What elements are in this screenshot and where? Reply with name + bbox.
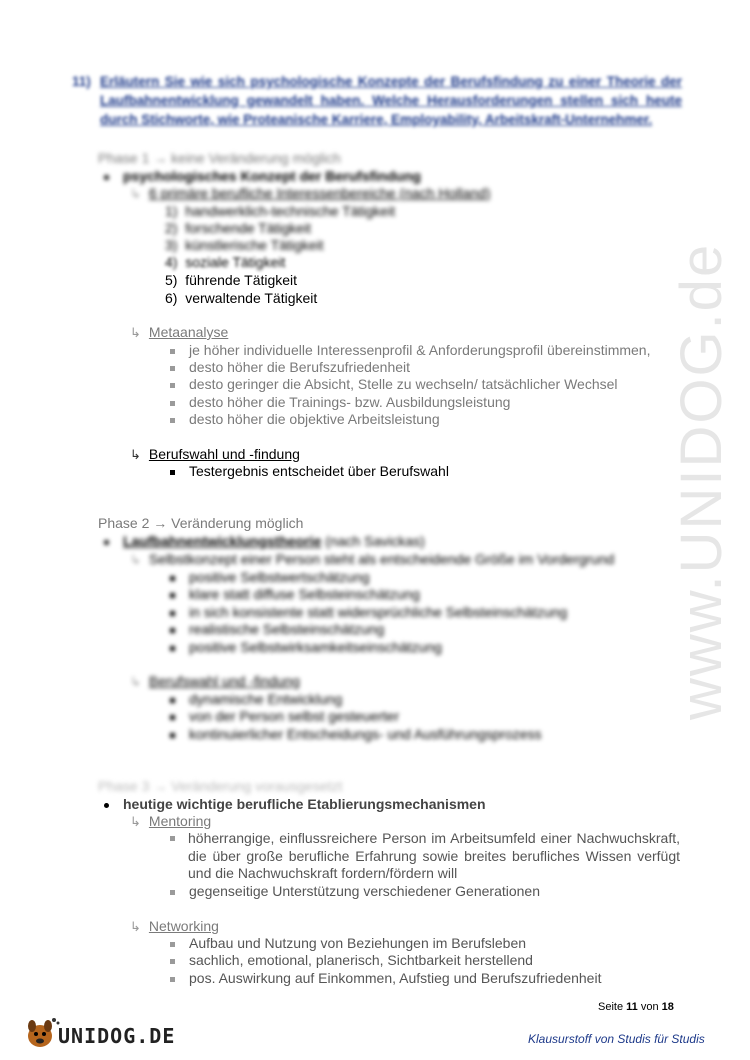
networking-title: ↳ Networking xyxy=(130,918,219,934)
square-bullet-icon xyxy=(170,942,175,947)
question-block xyxy=(72,72,682,129)
meta-item: desto höher die objektive Arbeitsleistung xyxy=(170,411,440,428)
phase2-bullet: Laufbahnentwicklungstheorie (nach Savickas) xyxy=(104,533,425,550)
square-bullet-icon xyxy=(170,715,175,720)
arrow-icon: ↳ xyxy=(130,814,141,829)
phase1-item-2: 2) forschende Tätigkeit xyxy=(165,220,312,236)
wahl-title xyxy=(130,446,300,463)
wahl-title-text: Berufswahl und -findung xyxy=(148,446,300,462)
meta-title xyxy=(130,324,228,341)
bullet-icon xyxy=(104,803,109,808)
networking-item: sachlich, emotional, planerisch, Sichtbarkeit herstellend xyxy=(170,952,533,969)
phase2-title: Phase 2 → Veränderung möglich xyxy=(98,515,304,531)
square-bullet-icon xyxy=(170,977,175,982)
square-bullet-icon xyxy=(170,401,175,406)
square-bullet-icon xyxy=(170,418,175,423)
phase1-item-3: 3) künstlerische Tätigkeit xyxy=(165,237,324,253)
meta-item: desto höher die Berufszufriedenheit xyxy=(170,359,410,376)
phase1-sub1 xyxy=(130,185,491,202)
square-bullet-icon xyxy=(170,593,175,598)
meta-title-text: Metaanalyse xyxy=(148,324,229,340)
question-number: 11) xyxy=(72,74,91,89)
arrow-icon: ↳ xyxy=(130,919,141,934)
square-bullet-icon xyxy=(170,959,175,964)
arrow-icon: ↳ xyxy=(130,674,141,689)
phase3-bullet: heutige wichtige berufliche Etablierungsmechanismen xyxy=(104,796,486,813)
mentoring-item: höherrangige, einflussreichere Person im Arbeitsumfeld einer Nachwuchskraft, die über große berufliche Erfahrung sowie breites berufliches Wissen verfügt und die Nachwuchskraft fordern/fördern will xyxy=(170,830,680,883)
phase3-title: Phase 3 → Veränderung vorausgesetzt xyxy=(98,778,343,794)
arrow-icon: ↳ xyxy=(130,325,141,340)
square-bullet-icon xyxy=(170,611,175,616)
phase1-bullet-text: psychologisches Konzept der Berufsfindung xyxy=(123,168,421,184)
phase2-item: in sich konsistente statt widersprüchliche Selbsteinschätzung xyxy=(170,604,567,621)
phase2-item2: dynamische Entwicklung xyxy=(170,691,342,708)
arrow-icon: ↳ xyxy=(130,447,141,462)
phase2-item2: von der Person selbst gesteuerter xyxy=(170,708,399,725)
square-bullet-icon xyxy=(170,349,175,354)
question-text: Erläutern Sie wie sich psychologische Konzepte der Berufsfindung zu einer Theorie der Laufbahnentwicklung gewandelt haben. Welche Herausforderungen stellen sich heute durch Stichworte, wie Proteanische Karriere, Employability, Arbeitskraft-Unternehmer. xyxy=(100,74,682,127)
square-bullet-icon xyxy=(170,698,175,703)
phase1-item-1: 1) handwerklich-technische Tätigkeit xyxy=(165,203,396,219)
square-bullet-icon xyxy=(170,366,175,371)
square-bullet-icon xyxy=(170,646,175,651)
bullet-icon xyxy=(104,175,109,180)
meta-item: desto geringer die Absicht, Stelle zu wechseln/ tatsächlicher Wechsel xyxy=(170,376,618,393)
phase1-item-6: 6) verwaltende Tätigkeit xyxy=(165,290,318,306)
square-bullet-icon xyxy=(170,836,175,841)
square-bullet-icon xyxy=(170,383,175,388)
phase2-sub1: ↳ Selbstkonzept einer Person steht als entscheidende Größe im Vordergrund xyxy=(130,551,615,567)
mentoring-item: gegenseitige Unterstützung verschiedener Generationen xyxy=(170,883,540,900)
square-bullet-icon xyxy=(170,733,175,738)
networking-item: Aufbau und Nutzung von Beziehungen im Berufsleben xyxy=(170,935,526,952)
square-bullet-icon xyxy=(170,628,175,633)
phase2-item: klare statt diffuse Selbsteinschätzung xyxy=(170,586,420,603)
logo-text: UNIDOG.DE xyxy=(58,1024,176,1048)
meta-item: je höher individuelle Interessenprofil & Anforderungsprofil übereinstimmen, xyxy=(170,342,650,359)
networking-item: pos. Auswirkung auf Einkommen, Aufstieg und Berufszufriedenheit xyxy=(170,970,601,987)
phase1-title: Phase 1 → keine Veränderung möglich xyxy=(98,150,341,166)
watermark: www.UNIDOG.de xyxy=(669,242,734,720)
meta-item: desto höher die Trainings- bzw. Ausbildungsleistung xyxy=(170,394,510,411)
page-number: Seite 11 von 18 xyxy=(598,1001,674,1013)
square-bullet-icon xyxy=(170,576,175,581)
phase2-item2: kontinuierlicher Entscheidungs- und Ausführungsprozess xyxy=(170,726,542,743)
phase1-bullet xyxy=(104,168,421,185)
bullet-icon xyxy=(104,540,109,545)
phase2-item: positive Selbstwirksamkeitseinschätzung xyxy=(170,639,442,656)
square-bullet-icon xyxy=(170,470,175,475)
phase1-sub1-text: 6 primäre berufliche Interessenbereiche (nach Holland) xyxy=(148,185,491,201)
phase2-item: realistische Selbsteinschätzung xyxy=(170,621,384,638)
phase1-item-4: 4) soziale Tätigkeit xyxy=(165,254,286,270)
phase2-sub2: ↳ Berufswahl und -findung xyxy=(130,673,300,689)
phase1-item-5: 5) führende Tätigkeit xyxy=(165,272,298,288)
arrow-icon: ↳ xyxy=(130,552,141,567)
wahl-item: Testergebnis entscheidet über Berufswahl xyxy=(170,463,449,480)
footer-tagline: Klausurstoff von Studis für Studis xyxy=(528,1032,705,1046)
arrow-icon: ↳ xyxy=(130,186,141,201)
square-bullet-icon xyxy=(170,890,175,895)
phase2-item: positive Selbstwertschätzung xyxy=(170,569,370,586)
mentoring-title: ↳ Mentoring xyxy=(130,813,212,829)
